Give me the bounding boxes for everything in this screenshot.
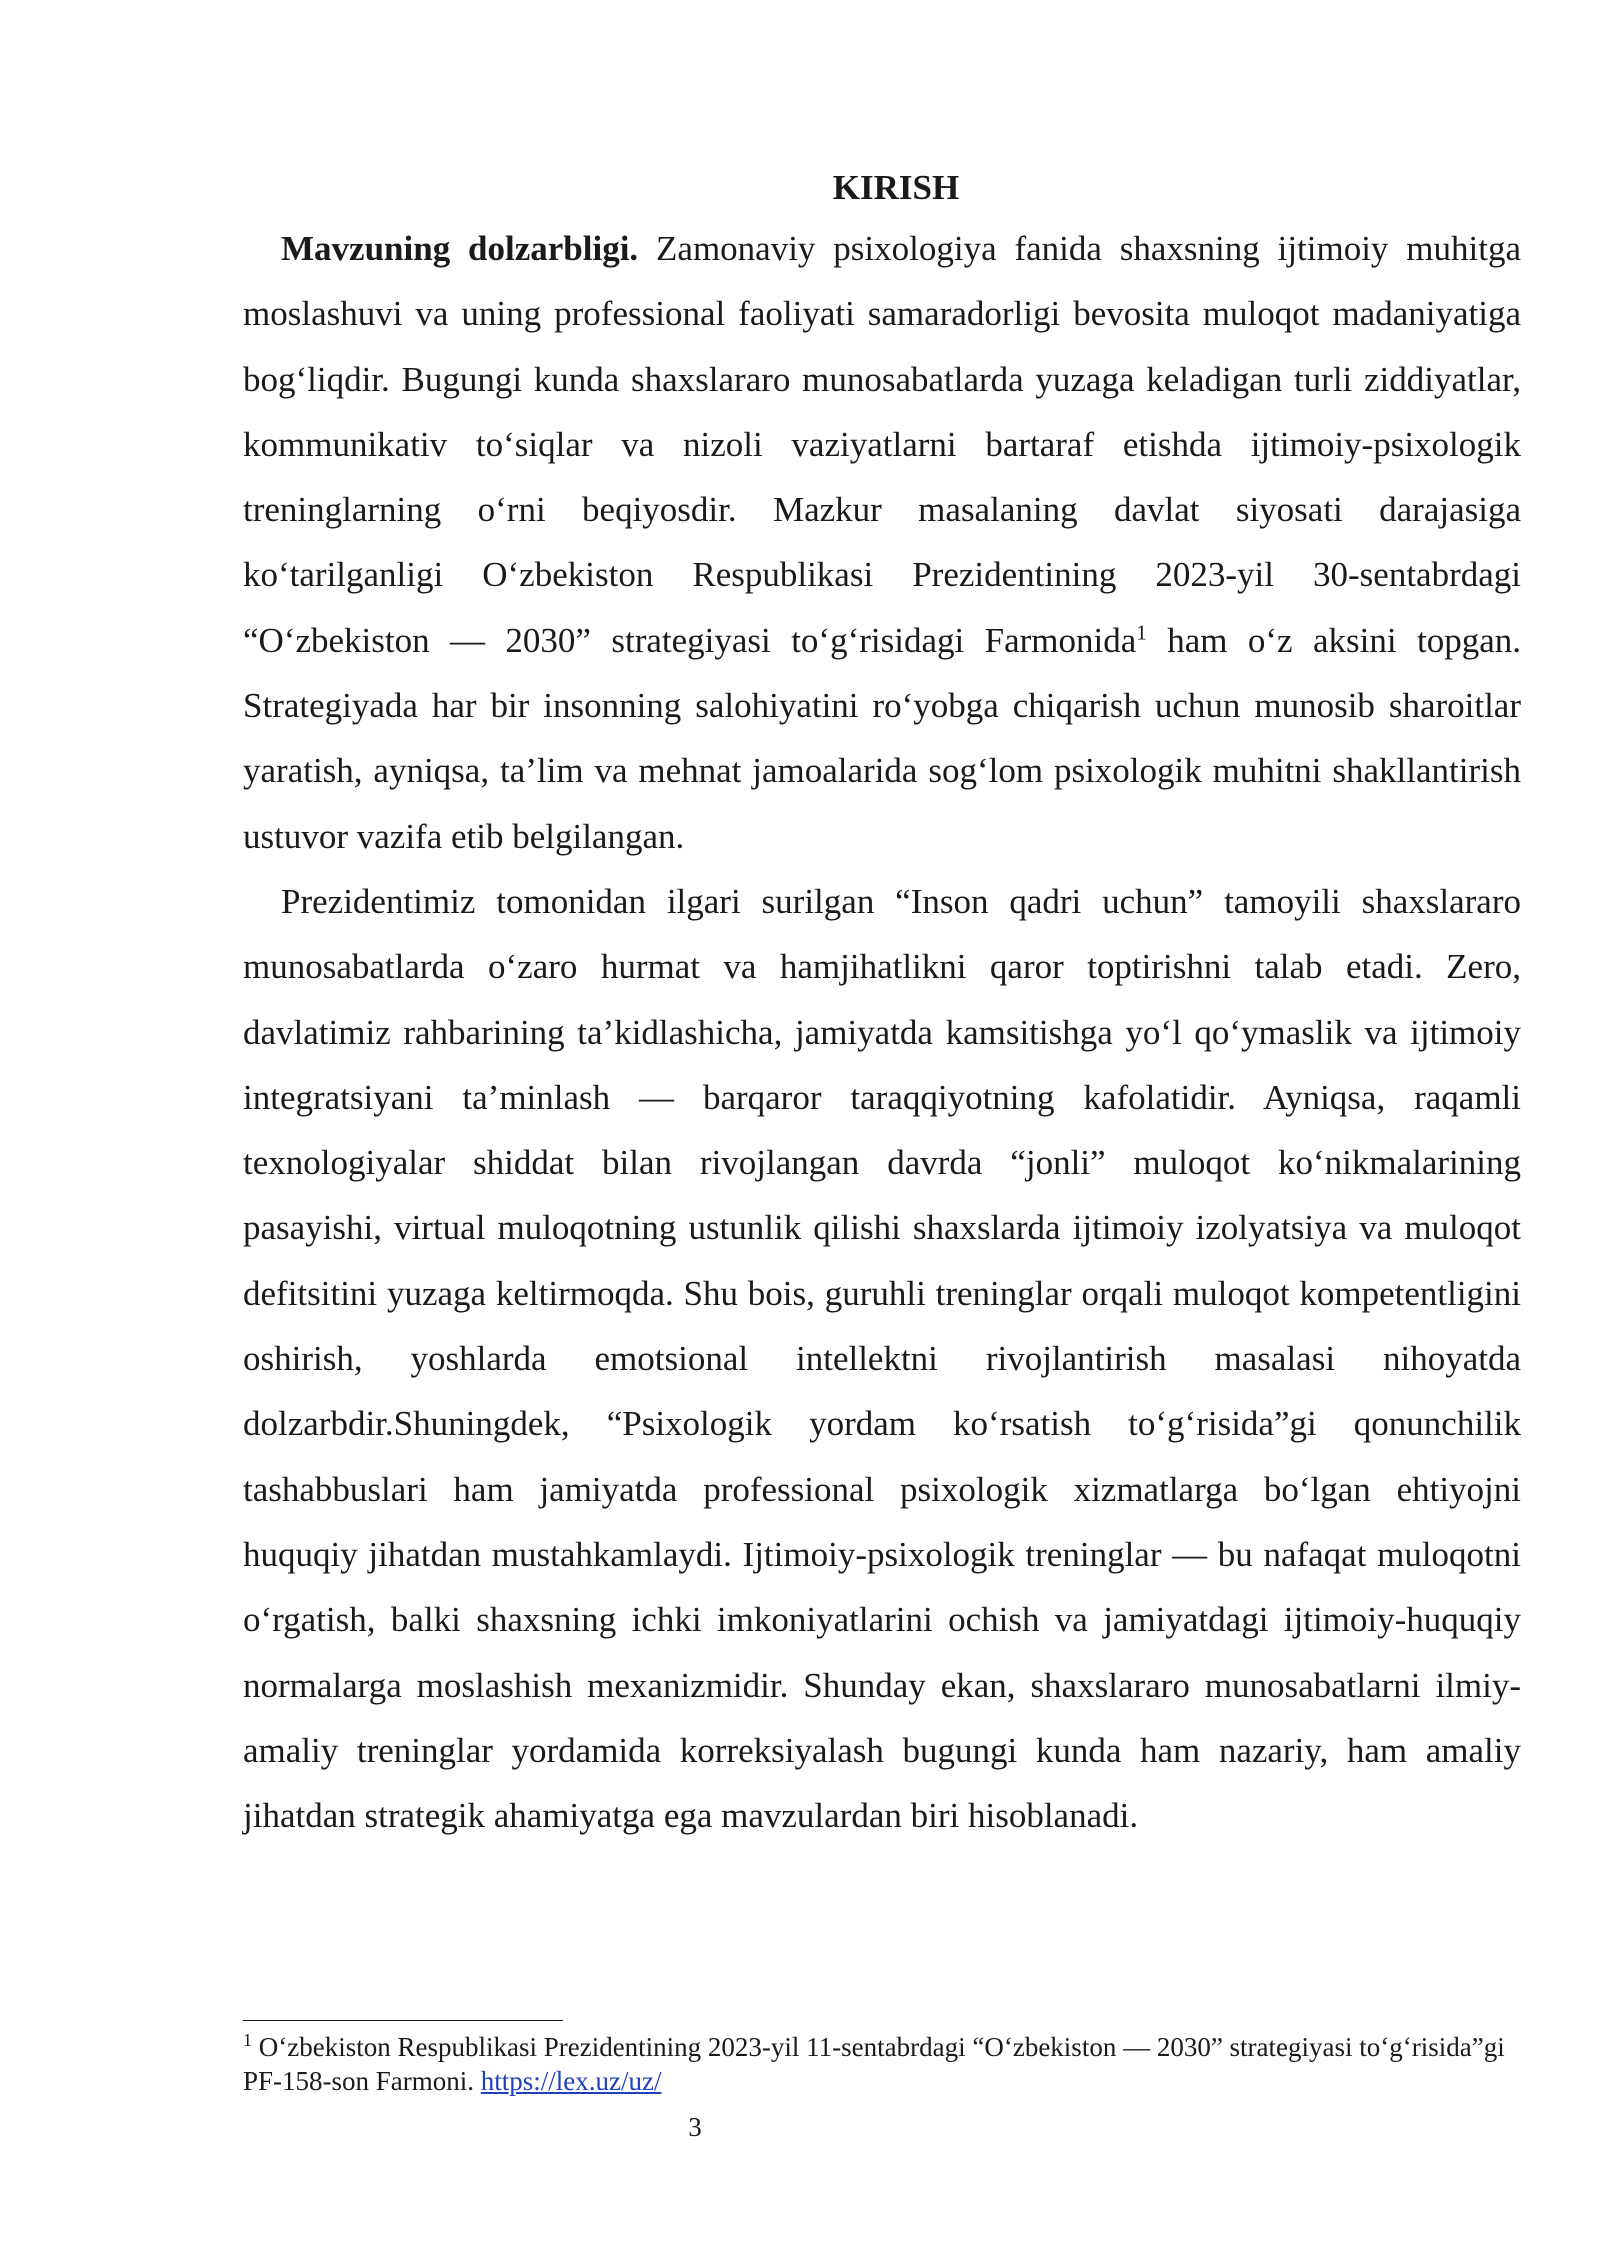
footnote-number: 1 (243, 2030, 252, 2050)
section-heading: KIRISH (832, 168, 960, 207)
page-body (243, 160, 1521, 1848)
paragraph-text-part2: ham o‘z aksini topgan. Strategiyada har bir insonning salohiyatini ro‘yobga chiqarish uchun munosib sharoitlar yaratish, ayniqsa, ta’lim va mehnat jamoalarida sog‘lom psixologik muhitni shakllantirish ustuvor vazifa etib belgilangan. (243, 620, 1522, 856)
paragraph-relevance (243, 216, 1521, 869)
paragraph-lead: Mavzuning dolzarbligi. (281, 229, 639, 268)
paragraph-text-part1: Zamonaviy psixologiya fanida shaxsning ijtimoiy muhitga moslashuvi va uning professional faoliyati samaradorligi bevosita muloqot madaniyatiga bog‘liqdir. Bugungi kunda shaxslararo munosabatlarda yuzaga keladigan turli ziddiyatlar, kommunikativ to‘siqlar va nizoli vaziyatlarni bartaraf etishda ijtimoiy-psixologik treninglarning o‘rni beqiyosdir. Mazkur masalaning davlat siyosati darajasiga ko‘tarilganligi O‘zbekiston Respublikasi Prezidentining 2023-yil 30-sentabrdagi “O‘zbekiston — 2030” strategiyasi to‘g‘risidagi Farmonida (243, 229, 1521, 660)
footnote (243, 2030, 1521, 2098)
page-number: 3 (688, 2112, 702, 2142)
footnote-link[interactable]: https://lex.uz/uz/ (480, 2066, 662, 2096)
footnote-separator (243, 2020, 563, 2021)
paragraph-president-principle: Prezidentimiz tomonidan ilgari surilgan “Inson qadri uchun” tamoyili shaxslararo munosabatlarda o‘zaro hurmat va hamjihatlikni qaror toptirishni talab etadi. Zero, davlatimiz rahbarining ta’kidlashicha, jamiyatda kamsitishga yo‘l qo‘ymaslik va ijtimoiy integratsiyani ta’minlash — barqaror taraqqiyotning kafolatidir. Ayniqsa, raqamli texnologiyalar shiddat bilan rivojlangan davrda “jonli” muloqot ko‘nikmalarining pasayishi, virtual muloqotning ustunlik qilishi shaxslarda ijtimoiy izolyatsiya va muloqot defitsitini yuzaga keltirmoqda. Shu bois, guruhli treninglar orqali muloqot kompetentligini oshirish, yoshlarda emotsional intellektni rivojlantirish masalasi nihoyatda dolzarbdir.Shuningdek, “Psixologik yordam ko‘rsatish to‘g‘risida”gi qonunchilik tashabbuslari ham jamiyatda professional psixologik xizmatlarga bo‘lgan ehtiyojni huquqiy jihatdan mustahkamlaydi. Ijtimoiy-psixologik treninglar — bu nafaqat muloqotni o‘rgatish, balki shaxsning ichki imkoniyatlarini ochish va jamiyatdagi ijtimoiy-huquqiy normalarga moslashish mexanizmidir. Shunday ekan, shaxslararo munosabatlarni ilmiy-amaliy treninglar yordamida korreksiyalash bugungi kunda ham nazariy, ham amaliy jihatdan strategik ahamiyatga ega mavzulardan biri hisoblanadi. (243, 881, 1521, 1836)
footnote-text: O‘zbekiston Respublikasi Prezidentining 2023-yil 11-sentabrdagi “O‘zbekiston — 2030” strategiyasi to‘g‘risida”gi PF-158-son Farmoni. (243, 2032, 1505, 2096)
footnote-reference[interactable]: 1 (1136, 620, 1147, 645)
